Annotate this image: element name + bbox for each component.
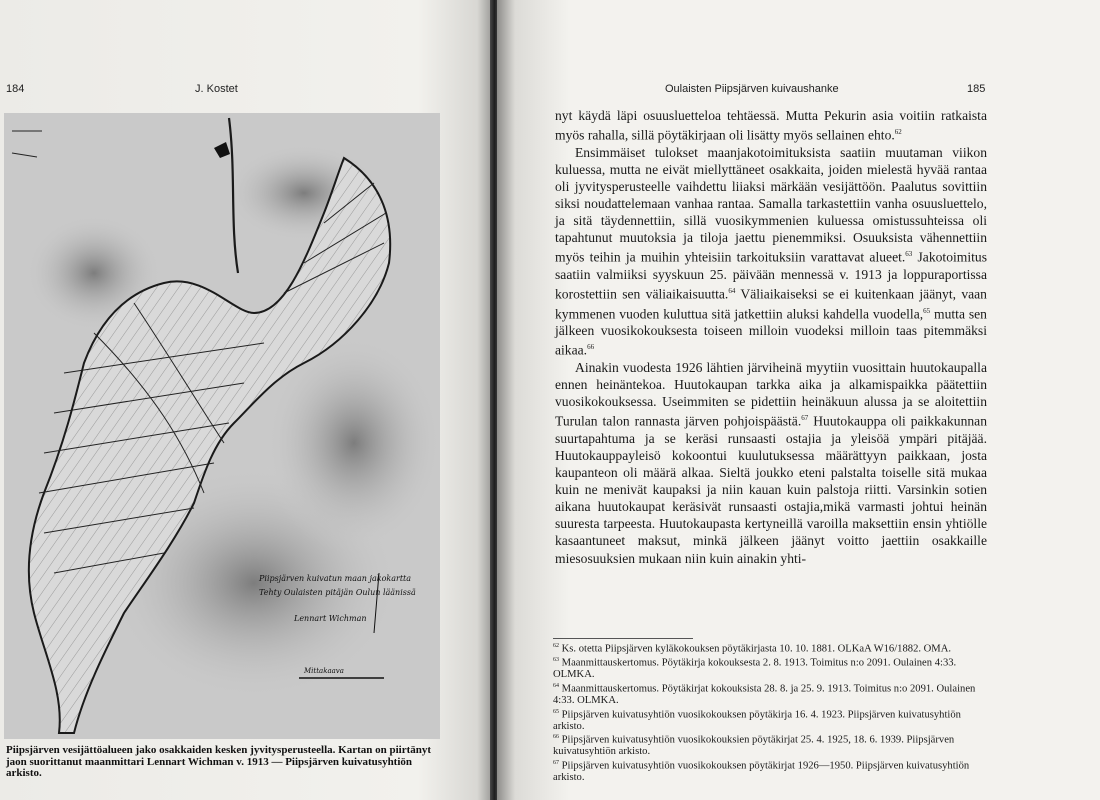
- footnote: $^{66}$ Piipsjärven kuivatusyhtiön vuosikokouksien pöytäkirjat 25. 4. 1925, 18. 6. 1939. Piipsjärven kuivatusyhtiön arkisto.: [553, 734, 955, 758]
- footnote-ref[interactable]: 66: [587, 343, 595, 352]
- paragraph: Ainakin vuodesta 1926 lähtien järviheinä myytiin vuosittain huutokaupalla ennen heinäntekoa. Huutokaupan tarkka aika ja alkamispaikka päätettiin vuosikokouksessa. Useimmiten se pidettiin heinäkuun alussa ja se aloitettiin Turulan talon rannasta järven pohjoispäästä.$^{67}$ Huutokauppa oli paikkakunnan suurtapahtuma ja se keräsi runsaasti ostajia ja yleisöä ympäri pitäjää. Huutokauppayleisö kokoontui kuulutuksessa määrättyyn paikkaan, josta kaupanteon oli määrä alkaa. Sieltä joukko eteni palstalta toiselle sitä mukaa kuin ne menivät kaupaksi ja niin kauan kuin palstoja riitti. Varsinkin sotien aikana huutokaupat keräsivät runsaasti ostajia,mikä varmasti johtui heinän suuresta tarpeesta. Huutokaupasta kertyneillä varoilla maksettiin ensin yhtiölle kasaantuneet maksut, minkä jälkeen jäänyt voitto jaettiin osakkaille miesosuuksien mukaan niin kuin ainakin yhti-: [555, 359, 987, 566]
- left-page: [0, 0, 492, 800]
- footnote-ref[interactable]: 67: [801, 414, 809, 423]
- page-number-right: 185: [967, 83, 986, 95]
- map-annotation: Tehty Oulaisten pitäjän Oulun läänissä: [259, 588, 416, 597]
- footnote: $^{65}$ Piipsjärven kuivatusyhtiön vuosikokouksen pöytäkirja 16. 4. 1923. Piipsjärven kuivatusyhtiön arkisto.: [553, 708, 961, 732]
- map-annotation: Lennart Wichman: [294, 614, 367, 623]
- running-head-title: Oulaisten Piipsjärven kuivaushanke: [665, 83, 839, 95]
- map-drawing: [4, 113, 440, 739]
- footnote-rule: [553, 638, 693, 639]
- body-text: [555, 107, 987, 567]
- footnotes: [553, 641, 985, 784]
- footnote: $^{62}$ Ks. otetta Piipsjärven kyläkokouksen pöytäkirjasta 10. 10. 1881. OLKaA W16/1882. OMA.: [553, 643, 952, 655]
- paragraph: nyt käydä läpi osuusluetteloa tehtäessä. Mutta Pekurin asia voitiin ratkaista myös rahalla, sillä pöytäkirjaan oli lisätty myös sellainen ehto.$^{62}$: [555, 108, 987, 143]
- footnote: $^{67}$ Piipsjärven kuivatusyhtiön vuosikokouksen pöytäkirjat 1926—1950. Piipsjärven kuivatusyhtiön arkisto.: [553, 760, 970, 784]
- page-number-left: 184: [6, 83, 25, 95]
- right-page: [497, 0, 1100, 800]
- map-annotation: Piipsjärven kuivatun maan jakokartta: [259, 574, 412, 583]
- footnote-ref[interactable]: 63: [905, 250, 913, 259]
- running-head-author: J. Kostet: [195, 83, 238, 95]
- figure-caption: Piipsjärven vesijättöalueen jako osakkaiden kesken jyvitysperusteella. Kartan on piirtänyt jaon suorittanut maanmittari Lennart Wichman v. 1913 — Piipsjärven kuivatusyhtiön arkisto.: [6, 744, 432, 779]
- paragraph: Ensimmäiset tulokset maanjakotoimituksista saatiin muutaman viikon kuluessa, mutta ne eivät miellyttäneet osakkaita, joiden mielestä hyvää rantaa oli jyvitysperusteelle vaihdettu liiaksi märkään vesijättöön. Paalutus sovittiin siksi noudattelemaan vanhaa rantaa. Samalla tarkastettiin vanha osuusluettelo, ja sitä täydennettiin, sillä vuosikymmenien kuluessa omistussuhteissa oli tapahtunut muutoksia ja tiloja jaettu pienemmiksi. Osuuksista vähennettiin myös teihin ja muihin yhteisiin tarkoituksiin varattavat alueet.$^{63}$ Jakotoimitus saatiin valmiiksi syyskuun 25. päivään mennessä v. 1913 ja loppuraportissa korostettiin sen väliaikaisuutta.$^{64}$ Väliaikaiseksi se ei kuitenkaan jäänyt, vaan kymmenen vuoden kuluttua sitä jatkettiin aluksi kahdella vuodella,$^{65}$ mutta sen jälkeen vuosikokouksesta toiseen milloin vuodeksi milloin taas pitemmäksi aikaa.$^{66}$: [555, 144, 987, 358]
- footnote: $^{63}$ Maanmittauskertomus. Pöytäkirja kokouksesta 2. 8. 1913. Toimitus n:o 2091. Oulainen 4:33. OLMKA.: [553, 657, 957, 681]
- footnote-ref[interactable]: 62: [894, 128, 902, 137]
- historical-map-image: [4, 113, 440, 739]
- footnote-ref[interactable]: 65: [923, 306, 931, 315]
- map-annotation: Mittakaava: [304, 667, 344, 675]
- footnote: $^{64}$ Maanmittauskertomus. Pöytäkirjat kokouksista 28. 8. ja 25. 9. 1913. Toimitus n:o 2091. Oulainen 4:33. OLMKA.: [553, 682, 976, 706]
- footnote-ref[interactable]: 64: [728, 287, 736, 295]
